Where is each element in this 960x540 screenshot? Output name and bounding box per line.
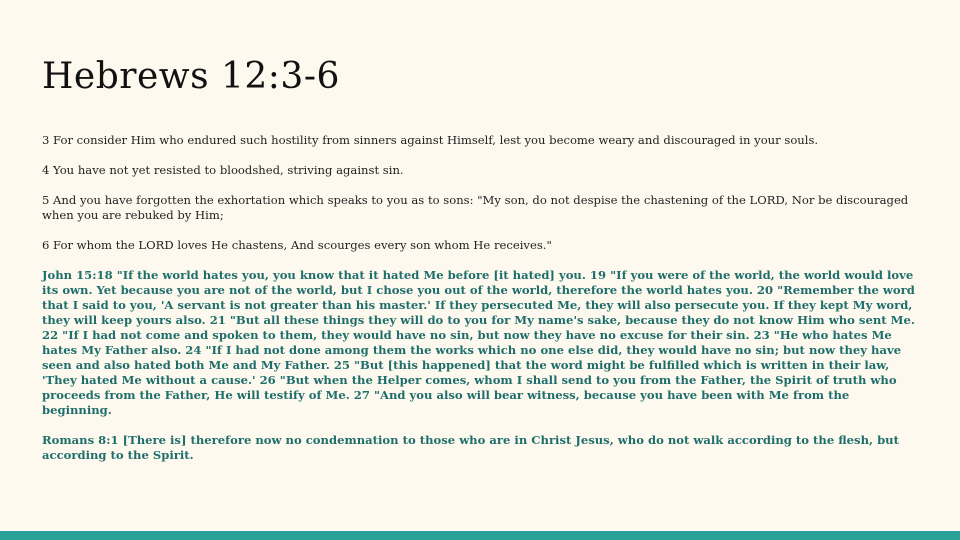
verse-6: 6 For whom the LORD loves He chastens, And scourges every son whom He receives." bbox=[42, 238, 552, 252]
verse-3: 3 For consider Him who endured such hostility from sinners against Himself, lest you become weary and discouraged in your souls. bbox=[42, 133, 819, 147]
cross-reference-john: John 15:18 "If the world hates you, you know that it hated Me before [it hated] you. 19 "If you were of the world, the world would love its own. Yet because you are not of the world, but I chose you out of the world, therefore the world hates you. 20 "Remember the word that I said to you, 'A servant is not greater than his master.' If they persecuted Me, they will also persecute you. If they kept My word, they will keep yours also. 21 "But all these things they will do to you for My name's sake, because they do not know Him who sent Me. 22 "If I had not come and spoken to them, they would have no sin, but now they have no excuse for their sin. 23 "He who hates Me hates My Father also. 24 "If I had not done among them the works which no one else did, they would have no sin; but now they have seen and also hated both Me and My Father. 25 "But [this happened] that the word might be fulfilled which is written in their law, 'They hated Me without a cause.' 26 "But when the Helper comes, whom I shall send to you from the Father, the Spirit of truth who proceeds from the Father, He will testify of Me. 27 "And you also will bear witness, because you have been with Me from the beginning. bbox=[42, 268, 915, 417]
verse-5: 5 And you have forgotten the exhortation which speaks to you as to sons: "My son, do not despise the chastening of the LORD, Nor be discouraged when you are rebuked by Him; bbox=[42, 193, 909, 222]
cross-reference-romans: Romans 8:1 [There is] therefore now no condemnation to those who are in Christ Jesus, who do not walk according to the flesh, but according to the Spirit. bbox=[42, 433, 899, 462]
slide-title: Hebrews 12:3-6 bbox=[42, 56, 340, 97]
footer-accent-bar bbox=[0, 531, 960, 540]
slide-body bbox=[42, 133, 922, 478]
verse-4: 4 You have not yet resisted to bloodshed, striving against sin. bbox=[42, 163, 404, 177]
